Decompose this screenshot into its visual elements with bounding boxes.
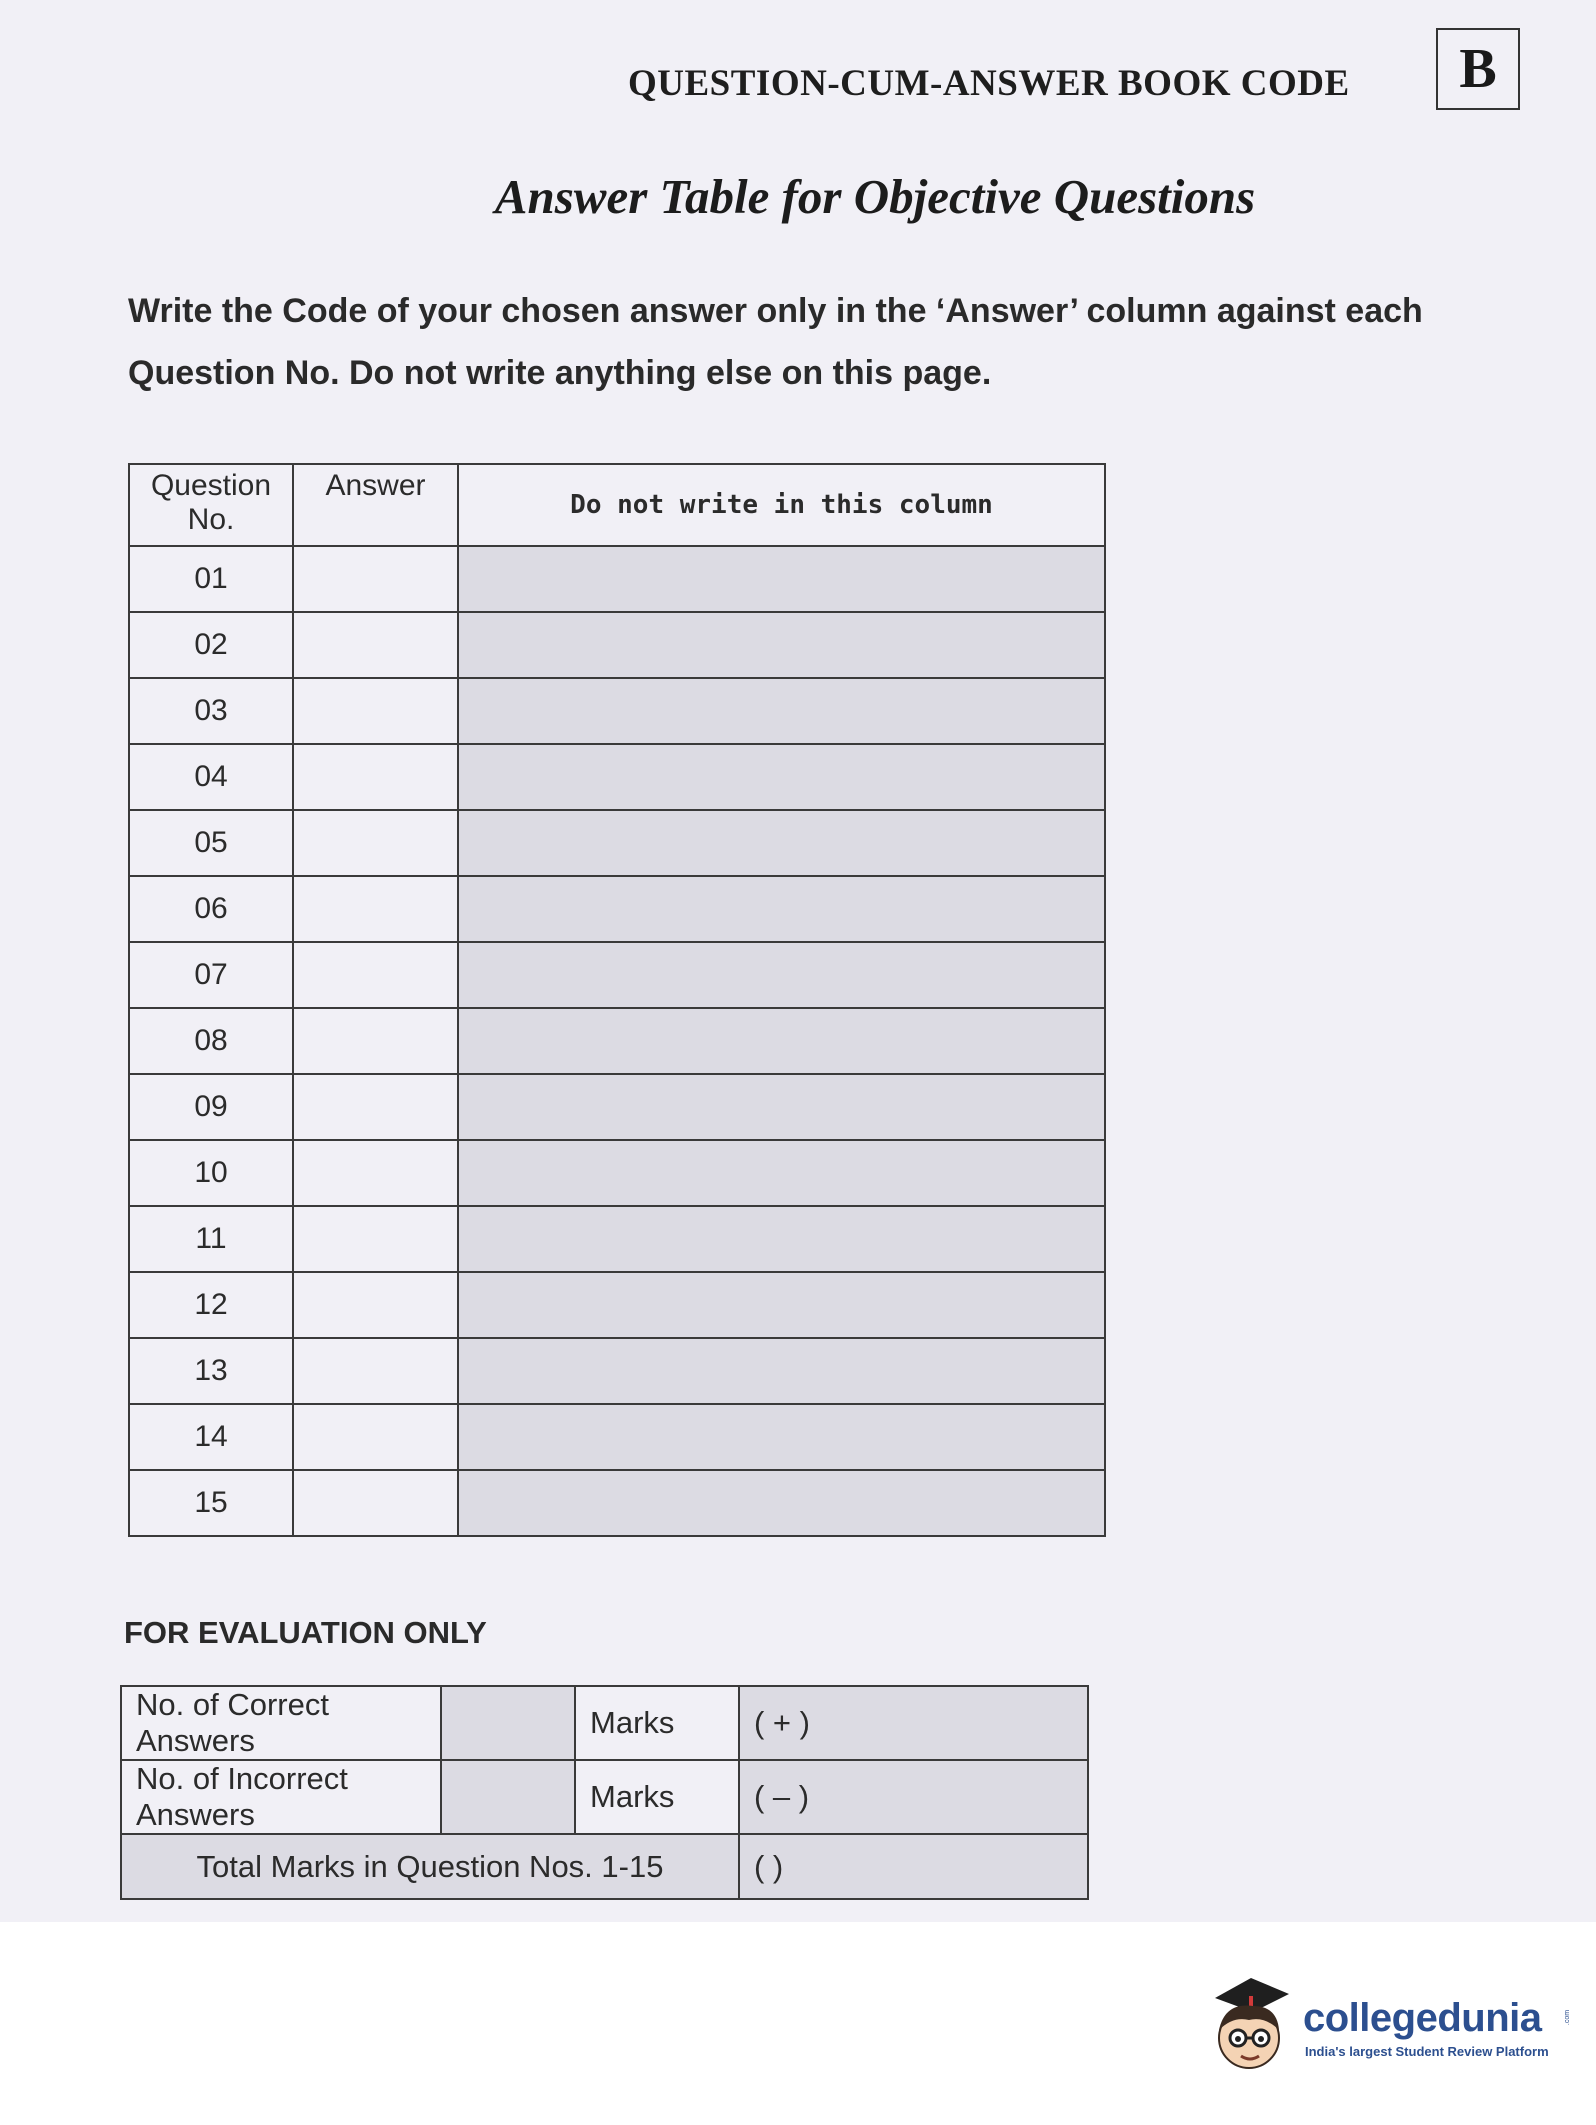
answer-cell[interactable] [293, 810, 458, 876]
answer-row [129, 876, 1105, 942]
question-number: 05 [129, 810, 293, 876]
page-title-text: Answer Table for Objective Questions [494, 169, 1256, 224]
answer-row [129, 810, 1105, 876]
answer-row [129, 678, 1105, 744]
do-not-write-cell [458, 1272, 1105, 1338]
answer-row [129, 1008, 1105, 1074]
answer-row [129, 612, 1105, 678]
do-not-write-cell [458, 876, 1105, 942]
book-code-box: B [1436, 28, 1520, 110]
logo-suffix: .com [1564, 2009, 1572, 2026]
incorrect-answers-label: No. of Incorrect Answers [121, 1760, 441, 1834]
instruction-text: Write the Code of your chosen answer only in the ‘Answer’ column against each Question No. Do not write anything else on this page. [128, 292, 1423, 392]
evaluation-table [120, 1685, 1089, 1900]
answer-row [129, 1272, 1105, 1338]
logo-tagline: India's largest Student Review Platform [1305, 2044, 1549, 2059]
answer-row [129, 942, 1105, 1008]
question-number: 12 [129, 1272, 293, 1338]
collegedunia-logo[interactable] [1205, 1972, 1575, 2082]
answer-header: Answer [293, 464, 458, 546]
mascot-icon [1205, 1972, 1297, 2080]
do-not-write-cell [458, 1404, 1105, 1470]
answer-cell[interactable] [293, 876, 458, 942]
answer-table-body [129, 546, 1105, 1536]
answer-cell[interactable] [293, 1008, 458, 1074]
incorrect-answers-count-cell[interactable] [441, 1760, 575, 1834]
answer-table-header [129, 464, 1105, 546]
question-number: 07 [129, 942, 293, 1008]
do-not-write-cell [458, 1470, 1105, 1536]
do-not-write-cell [458, 678, 1105, 744]
answer-row [129, 744, 1105, 810]
answer-row [129, 1338, 1105, 1404]
do-not-write-cell [458, 546, 1105, 612]
incorrect-marks-label: Marks [575, 1760, 739, 1834]
question-number: 01 [129, 546, 293, 612]
answer-cell[interactable] [293, 1272, 458, 1338]
answer-cell[interactable] [293, 744, 458, 810]
question-no-header: Question No. [129, 464, 293, 546]
answer-cell[interactable] [293, 1074, 458, 1140]
question-number: 06 [129, 876, 293, 942]
answer-row [129, 1206, 1105, 1272]
answer-row [129, 1470, 1105, 1536]
do-not-write-cell [458, 1140, 1105, 1206]
answer-cell[interactable] [293, 612, 458, 678]
correct-answers-row [121, 1686, 1088, 1760]
correct-answers-count-cell[interactable] [441, 1686, 575, 1760]
answer-row [129, 1404, 1105, 1470]
question-number: 10 [129, 1140, 293, 1206]
do-not-write-cell [458, 810, 1105, 876]
evaluation-label: FOR EVALUATION ONLY [124, 1615, 487, 1650]
logo-wordmark: collegedunia [1303, 1996, 1542, 2040]
answer-row [129, 1140, 1105, 1206]
question-number: 11 [129, 1206, 293, 1272]
do-not-write-header: Do not write in this column [458, 464, 1105, 546]
do-not-write-cell [458, 942, 1105, 1008]
question-number: 13 [129, 1338, 293, 1404]
total-marks-value: ( ) [739, 1834, 1088, 1899]
incorrect-answers-row [121, 1760, 1088, 1834]
total-marks-label: Total Marks in Question Nos. 1-15 [121, 1834, 739, 1899]
do-not-write-cell [458, 1074, 1105, 1140]
answer-cell[interactable] [293, 678, 458, 744]
do-not-write-cell [458, 744, 1105, 810]
answer-cell[interactable] [293, 1140, 458, 1206]
question-number: 08 [129, 1008, 293, 1074]
total-marks-row [121, 1834, 1088, 1899]
question-number: 02 [129, 612, 293, 678]
question-number: 04 [129, 744, 293, 810]
answer-cell[interactable] [293, 546, 458, 612]
do-not-write-cell [458, 1206, 1105, 1272]
answer-row [129, 1074, 1105, 1140]
correct-answers-label: No. of Correct Answers [121, 1686, 441, 1760]
correct-marks-label: Marks [575, 1686, 739, 1760]
answer-table [128, 463, 1106, 1537]
answer-row [129, 546, 1105, 612]
correct-marks-value: ( + ) [739, 1686, 1088, 1760]
question-number: 09 [129, 1074, 293, 1140]
question-number: 03 [129, 678, 293, 744]
do-not-write-cell [458, 612, 1105, 678]
question-number: 15 [129, 1470, 293, 1536]
answer-cell[interactable] [293, 1404, 458, 1470]
question-number: 14 [129, 1404, 293, 1470]
do-not-write-cell [458, 1338, 1105, 1404]
answer-cell[interactable] [293, 1338, 458, 1404]
answer-cell[interactable] [293, 1206, 458, 1272]
page-title [0, 168, 1560, 225]
book-code-label: QUESTION-CUM-ANSWER BOOK CODE [628, 63, 1350, 104]
answer-cell[interactable] [293, 942, 458, 1008]
do-not-write-cell [458, 1008, 1105, 1074]
incorrect-marks-value: ( – ) [739, 1760, 1088, 1834]
answer-cell[interactable] [293, 1470, 458, 1536]
